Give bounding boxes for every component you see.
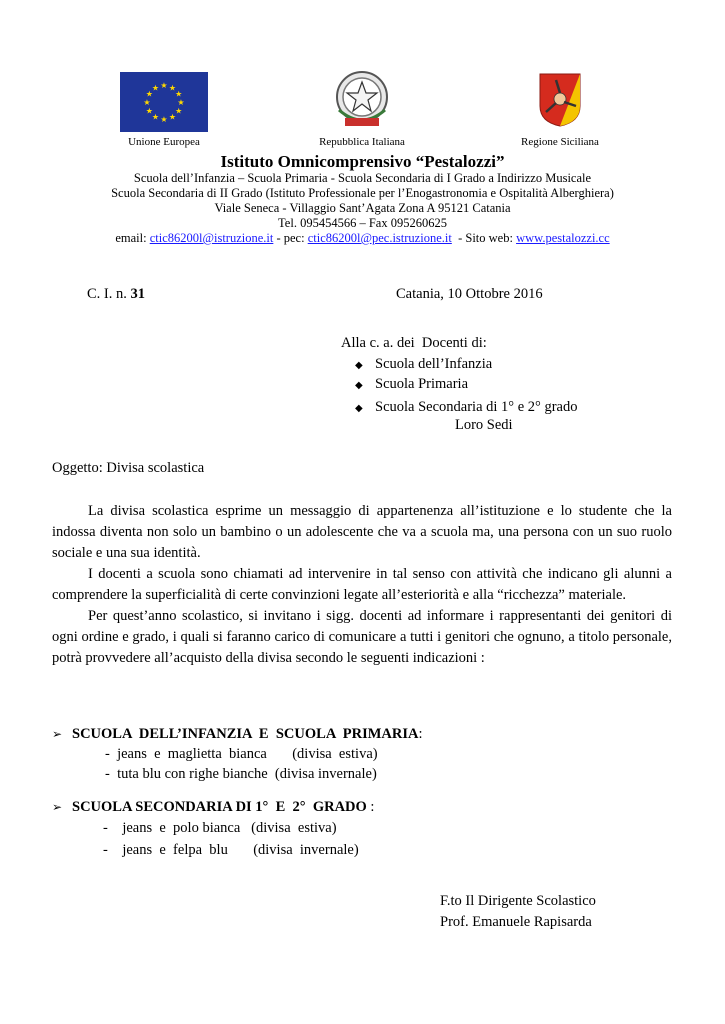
svg-text:★: ★ [160, 81, 168, 90]
email-link[interactable]: ctic86200l@istruzione.it [149, 231, 274, 245]
circular-number-value: 31 [130, 286, 145, 302]
header-contacts [0, 231, 725, 246]
svg-text:★: ★ [145, 89, 153, 99]
section-item: - tuta blu con righe bianche (divisa invernale) [105, 766, 377, 782]
diamond-bullet-icon: ◆ [355, 380, 363, 391]
place-date: Catania, 10 Ottobre 2016 [396, 286, 543, 302]
header-line-1: Scuola dell’Infanzia – Scuola Primaria - Scuola Secondaria di I Grado a Indirizzo Musicale [133, 171, 592, 185]
paragraph: Per quest’anno scolastico, si invitano i sigg. docenti ad informare i rappresentanti dei genitori di ogni ordine e grado, i quali si faranno carico di comunicare a tutti i genitori che ognuno, a titolo personale, potrà provvedere all’acquisto della divisa secondo le seguenti indicazioni : [52, 608, 672, 666]
svg-text:★: ★ [168, 83, 177, 93]
email-label: email: [115, 231, 150, 245]
circular-number [87, 286, 145, 303]
diamond-bullet-icon: ◆ [355, 360, 363, 371]
recipient-item [355, 374, 468, 396]
svg-text:★: ★ [151, 83, 160, 93]
arrow-bullet-icon: ➢ [52, 727, 63, 741]
recipient-label: Scuola Primaria [375, 376, 469, 392]
institute-name: Istituto Omnicomprensivo “Pestalozzi” [220, 152, 505, 171]
section-heading [52, 724, 422, 744]
italy-caption: Repubblica Italiana [319, 136, 405, 148]
paragraph: I docenti a scuola sono chiamati ad intervenire in tal senso con attività che indicano gli alunni a comprendere la superficialità di certe convinzioni legate all’esteriorità e alla “ricchezza” materiale. [52, 566, 672, 603]
recipient-item [355, 354, 492, 376]
svg-text:★: ★ [175, 89, 183, 99]
svg-text:★: ★ [145, 106, 153, 116]
pec-link[interactable]: ctic86200l@pec.istruzione.it [307, 231, 452, 245]
subject: Oggetto: Divisa scolastica [52, 460, 205, 476]
paragraph: La divisa scolastica esprime un messaggio di appartenenza all’istituzione e lo studente che la indossa diventa non solo un bambino o un adolescente che va a scuola ma, una persona con un suo ruolo sociale e una sua identità. [52, 503, 672, 561]
svg-text:★: ★ [168, 112, 177, 122]
header-address: Viale Seneca - Villaggio Sant’Agata Zona A 95121 Catania [214, 201, 511, 215]
signature-title: F.to Il Dirigente Scolastico [440, 893, 596, 909]
website-link[interactable]: www.pestalozzi.cc [516, 231, 610, 245]
svg-text:★: ★ [143, 98, 151, 107]
italian-emblem-icon [333, 68, 391, 134]
section-title: SCUOLA DELL’INFANZIA E SCUOLA PRIMARIA [72, 726, 419, 742]
section-item: - jeans e polo bianca (divisa estiva) [103, 820, 337, 836]
sicily-flag-logo [538, 72, 582, 128]
web-label: - Sito web: [451, 231, 517, 245]
recipient-label: Scuola Secondaria di 1° e 2° grado [375, 399, 578, 415]
pec-label: - pec: [273, 231, 308, 245]
recipients-intro: Alla c. a. dei Docenti di: [341, 335, 487, 351]
eu-caption: Unione Europea [128, 136, 200, 148]
sicily-flag-icon [538, 72, 582, 128]
svg-text:★: ★ [175, 106, 183, 116]
eu-flag-logo [120, 72, 208, 132]
section-item: - jeans e maglietta bianca (divisa estiva) [105, 746, 378, 762]
sicily-caption: Regione Siciliana [521, 136, 599, 148]
recipient-item [355, 397, 577, 419]
recipient-label: Scuola dell’Infanzia [375, 356, 493, 372]
section-item: - jeans e felpa blu (divisa invernale) [103, 842, 359, 858]
letter-body [52, 501, 672, 669]
header-phone: Tel. 095454566 – Fax 095260625 [278, 216, 447, 230]
header-line-2: Scuola Secondaria di II Grado (Istituto Professionale per l’Enogastronomia e Ospitalità Alberghiera) [111, 186, 614, 200]
svg-text:★: ★ [160, 115, 168, 124]
section-heading [52, 797, 374, 817]
signature-name: Prof. Emanuele Rapisarda [440, 914, 592, 930]
section-suffix: : [366, 799, 375, 815]
diamond-bullet-icon: ◆ [355, 403, 363, 414]
section-title: SCUOLA SECONDARIA DI 1° E 2° GRADO [72, 799, 367, 815]
recipients-closing: Loro Sedi [455, 417, 513, 433]
italian-emblem-logo [333, 68, 391, 134]
circular-prefix: C. I. n. [87, 286, 131, 302]
svg-text:★: ★ [177, 98, 185, 107]
section-suffix: : [418, 726, 423, 742]
eu-flag-icon [120, 72, 208, 132]
arrow-bullet-icon: ➢ [52, 800, 63, 814]
svg-text:★: ★ [151, 112, 160, 122]
